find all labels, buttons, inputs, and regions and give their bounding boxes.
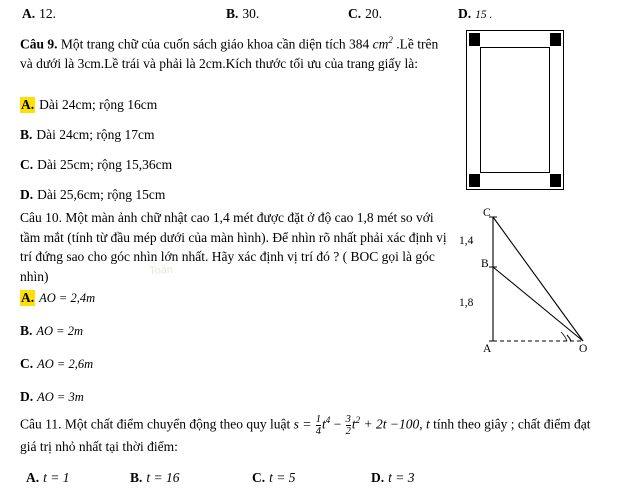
answer-value-c: t = 5 (269, 470, 296, 485)
fraction-one-quarter (316, 414, 321, 437)
answer-option-b[interactable] (130, 470, 252, 486)
option-row[interactable] (20, 187, 440, 203)
option-row[interactable] (20, 290, 320, 306)
question-11-text-1: Một chất điểm chuyển động theo quy luật (64, 416, 291, 432)
formula-t2-exponent: 2 (355, 415, 361, 426)
answer-option-b (226, 6, 348, 22)
formula-minus: − (333, 416, 342, 432)
answer-label-a: A. (26, 470, 40, 485)
option-label-b: B. (20, 127, 33, 142)
option-label-d: D. (20, 389, 34, 404)
fraction-denominator: 2 (345, 426, 351, 438)
watermark-text: Toán (148, 263, 174, 278)
option-row[interactable] (20, 323, 320, 339)
question-11-stem (20, 414, 620, 457)
option-text-c: AO = 2,6m (37, 357, 94, 371)
formula-t4-exponent: 4 (325, 415, 331, 426)
formula-tail: + 2t −100, t (363, 416, 430, 432)
question-10-options (20, 290, 320, 422)
vertex-label-b: B (481, 258, 489, 270)
fraction-numerator: 1 (315, 414, 321, 425)
answer-option-a[interactable] (26, 470, 130, 486)
option-row[interactable] (20, 157, 440, 173)
question-11-number: Câu 11. (20, 416, 62, 432)
answer-value-d: 15 . (475, 9, 493, 21)
vertex-label-c: C (483, 207, 491, 219)
top-answer-row (22, 6, 622, 22)
question-9-stem (20, 34, 450, 73)
question-9-unit-exponent: 2 (388, 35, 393, 45)
formula-t4: t (321, 416, 326, 432)
answer-option-c (348, 6, 458, 22)
option-label-a: A. (21, 97, 35, 112)
option-text-a: Dài 24cm; rộng 16cm (39, 97, 158, 112)
question-11-answers (26, 470, 626, 486)
option-text-a: AO = 2,4m (39, 291, 96, 305)
answer-label-d: D. (371, 470, 385, 485)
option-text-d: Dài 25,6cm; rộng 15cm (37, 187, 166, 202)
answer-label-b: B. (130, 470, 143, 485)
answer-label-c: C. (252, 470, 266, 485)
question-9-text-2: .Lề trên và dưới là 3cm.Lề trái và phải là 2cm.Kích thước tối ưu của trang giấy là: (20, 36, 439, 71)
answer-label-d: D. (458, 6, 472, 21)
answer-value-c: 20. (365, 6, 382, 21)
option-label-d: D. (20, 187, 34, 202)
text-area-rectangle (480, 47, 550, 173)
answer-label-a: A. (22, 6, 36, 21)
triangle-svg (455, 205, 630, 365)
option-row[interactable] (20, 127, 440, 143)
option-row[interactable] (20, 97, 440, 113)
question-10-text: Một màn ảnh chữ nhật cao 1,4 mét được đặt ở độ cao 1,8 mét so với tầm mắt (tính từ đầu mép dưới của màn hình). Để nhìn rõ nhất phải xác định vị trí đứng sao cho góc nhìn lớn nhất. Hãy xác định vị trí đó ? ( BOC gọi là góc nhìn) (20, 210, 447, 284)
option-label-b: B. (20, 323, 33, 338)
question-10-number: Câu 10. (20, 210, 62, 225)
question-9-number: Câu 9. (20, 36, 58, 52)
fraction-three-halves (346, 414, 351, 437)
option-text-b: AO = 2m (36, 324, 84, 338)
option-row[interactable] (20, 389, 320, 405)
answer-value-d: t = 3 (388, 470, 415, 485)
option-label-c: C. (20, 356, 34, 371)
vertex-label-o: O (579, 343, 588, 355)
answer-option-c[interactable] (252, 470, 371, 486)
option-text-b: Dài 24cm; rộng 17cm (36, 127, 155, 142)
corner-block-bottom-right (550, 174, 561, 187)
question-10-stem (20, 208, 450, 286)
answer-value-a: 12. (39, 6, 56, 21)
question-11-text-3: giá trị nhỏ nhất tại thời điểm: (20, 439, 178, 455)
question-11-text-2: tính theo giây ; chất điểm đạt (433, 416, 591, 432)
answer-value-b: 30. (242, 6, 260, 21)
viewing-angle-diagram (455, 205, 630, 365)
answer-value-a: t = 1 (43, 470, 70, 485)
option-label-c: C. (20, 157, 34, 172)
option-label-a: A. (21, 290, 35, 305)
fraction-numerator: 3 (345, 414, 351, 425)
question-9-options (20, 97, 440, 217)
answer-option-d (458, 6, 578, 22)
option-text-d: AO = 3m (37, 390, 84, 404)
vertex-label-a: A (483, 343, 492, 355)
corner-block-top-right (550, 33, 561, 46)
answer-value-b: t = 16 (146, 470, 180, 485)
corner-block-bottom-left (469, 174, 480, 187)
formula-lhs: s = (293, 416, 312, 432)
answer-label-c: C. (348, 6, 362, 21)
dimension-eye-height: 1,8 (459, 297, 474, 309)
option-text-c: Dài 25cm; rộng 15,36cm (37, 157, 173, 172)
answer-option-d[interactable] (371, 470, 491, 486)
page-layout-diagram (466, 30, 564, 190)
answer-option-a (22, 6, 226, 22)
question-9-unit: cm (372, 36, 389, 52)
option-row[interactable] (20, 356, 320, 372)
formula-t2: t (351, 416, 356, 432)
corner-block-top-left (469, 33, 480, 46)
fraction-denominator: 4 (315, 426, 321, 438)
dimension-screen-height: 1,4 (459, 235, 474, 247)
question-9-text-1: Một trang chữ của cuốn sách giáo khoa cần diện tích 384 (60, 36, 370, 52)
answer-label-b: B. (226, 6, 239, 21)
